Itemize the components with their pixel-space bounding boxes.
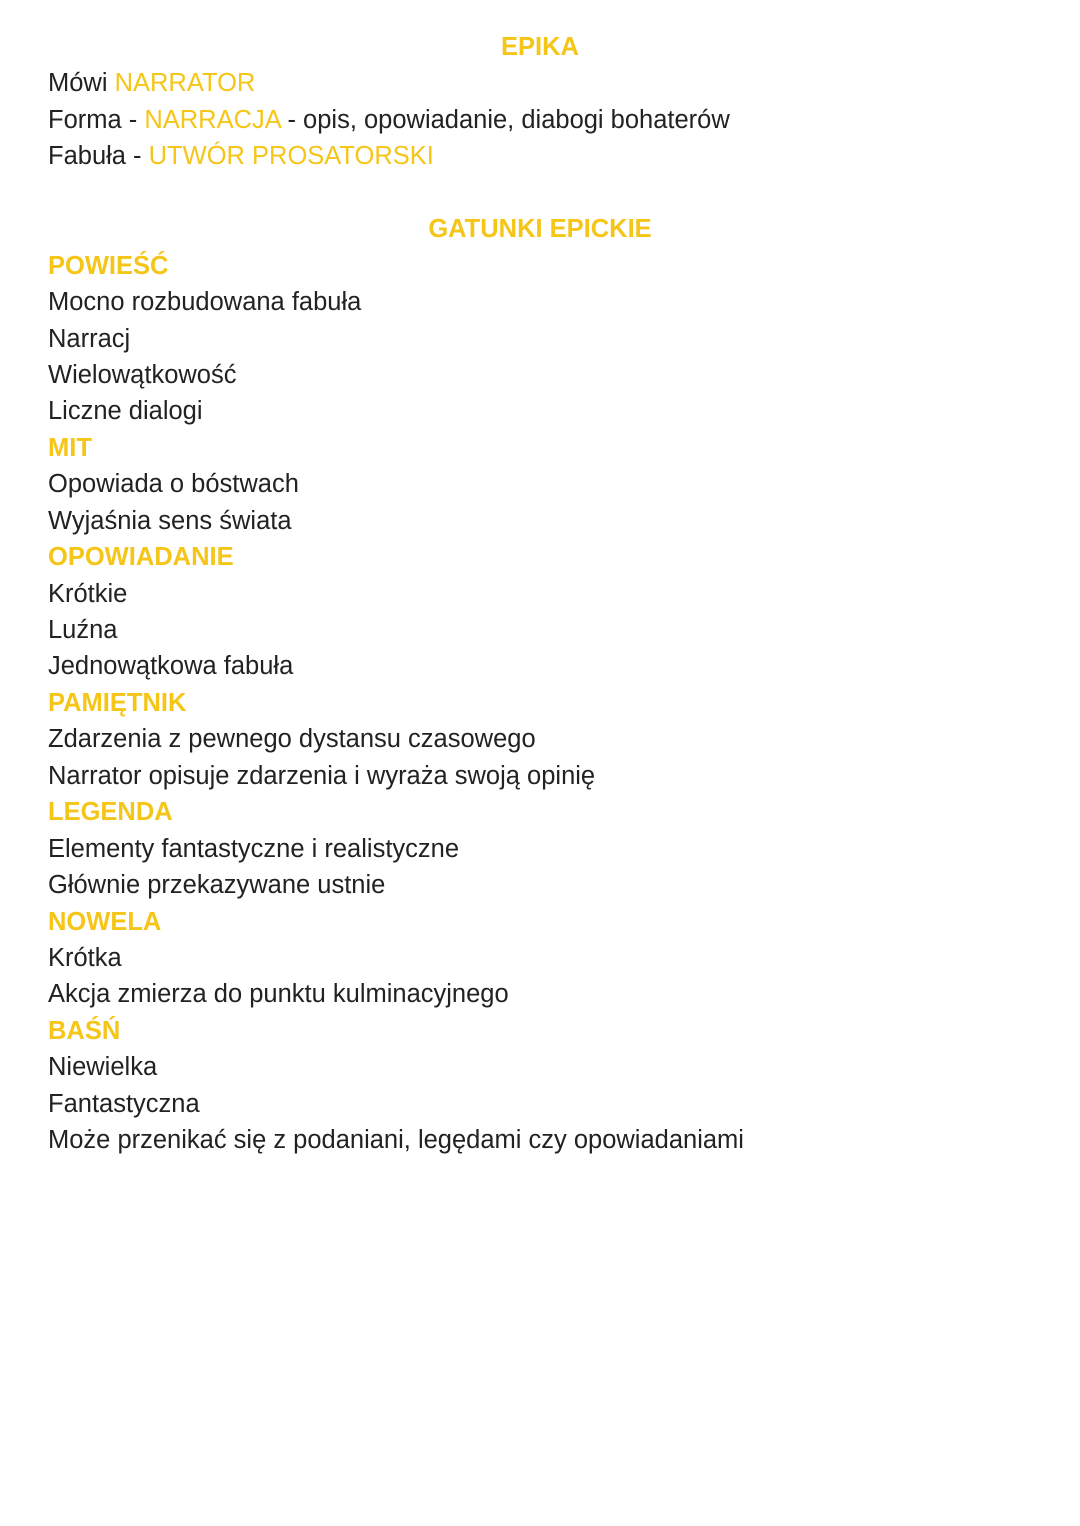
genre-trait: Zdarzenia z pewnego dystansu czasowego <box>48 725 536 754</box>
genre-trait: Luźna <box>48 616 118 644</box>
genre-trait: Liczne dialogi <box>48 397 203 426</box>
genre-heading: NOWELA <box>48 907 162 936</box>
genre-trait: Opowiada o bóstwach <box>48 470 299 499</box>
speaker-value: NARRATOR <box>114 69 256 98</box>
genre-trait: Narracj <box>48 324 131 353</box>
spacer <box>48 175 1032 211</box>
genre-heading: POWIEŚĆ <box>48 251 169 280</box>
intro-speaker <box>48 65 1032 101</box>
genre-trait: Akcja zmierza do punktu kulminacyjnego <box>48 980 509 1009</box>
genres-title: GATUNKI EPICKIE <box>428 215 652 244</box>
genre-trait: Krótka <box>48 943 122 972</box>
document-title: EPIKA <box>501 33 579 61</box>
genre-trait: Elementy fantastyczne i realistyczne <box>48 834 460 863</box>
form-label: Forma - <box>48 105 145 134</box>
plot-label: Fabuła - <box>48 142 149 171</box>
genre-trait: Może przenikać się z podaniani, legędami czy opowiadaniami <box>48 1126 744 1155</box>
genre-heading: PAMIĘTNIK <box>48 688 187 717</box>
document <box>48 29 1032 1159</box>
genre-heading: MIT <box>48 433 92 462</box>
intro-form <box>48 102 1032 138</box>
genre-heading: LEGENDA <box>48 798 173 827</box>
genre-trait: Niewielka <box>48 1053 158 1082</box>
intro-plot <box>48 138 1032 174</box>
genres-list <box>48 248 1032 1159</box>
form-value: NARRACJA <box>144 105 281 134</box>
form-rest: - opis, opowiadanie, diabogi bohaterów <box>280 105 730 134</box>
genre-trait: Jednowątkowa fabuła <box>48 652 294 681</box>
genre-trait: Narrator opisuje zdarzenia i wyraża swoją opinię <box>48 761 596 790</box>
genre-trait: Wyjaśnia sens świata <box>48 506 292 535</box>
genre-trait: Mocno rozbudowana fabuła <box>48 288 362 317</box>
genre-trait: Wielowątkowość <box>48 360 237 389</box>
genre-heading: OPOWIADANIE <box>48 543 234 572</box>
plot-value: UTWÓR PROSATORSKI <box>148 142 434 171</box>
speaker-label: Mówi <box>48 69 115 98</box>
genre-trait: Fantastyczna <box>48 1089 200 1118</box>
genre-heading: BAŚŃ <box>48 1016 121 1045</box>
genre-trait: Głównie przekazywane ustnie <box>48 871 386 900</box>
genre-trait: Krótkie <box>48 579 128 608</box>
